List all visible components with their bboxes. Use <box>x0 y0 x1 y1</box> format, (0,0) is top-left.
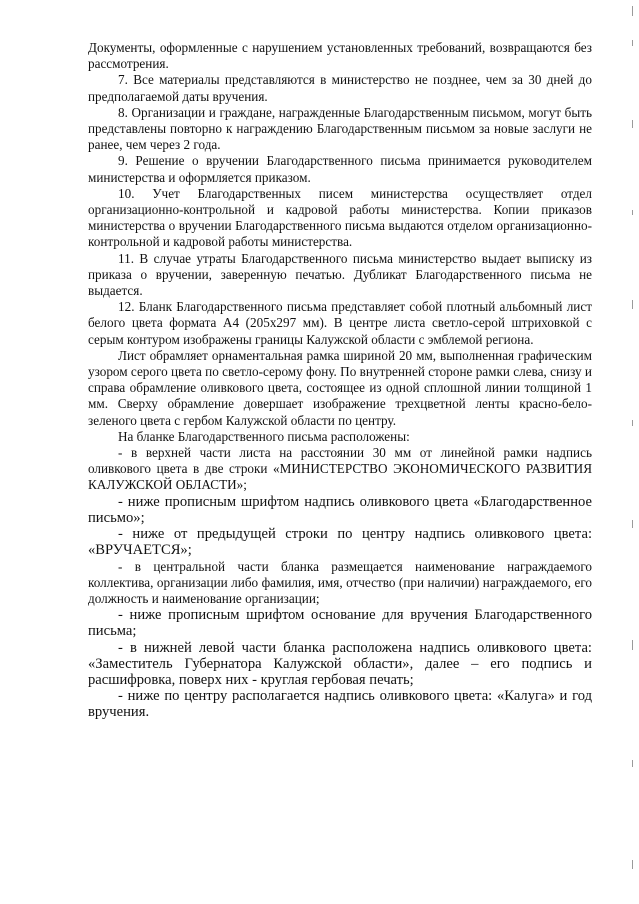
list-item-awarded-caption: - ниже от предыдущей строки по центру надпись оливкового цвета: «ВРУЧАЕТСЯ»; <box>88 526 592 559</box>
list-item-city-year: - ниже по центру располагается надпись оливкового цвета: «Калуга» и год вручения. <box>88 688 592 721</box>
list-item-award-basis: - ниже прописным шрифтом основание для вручения Благодарственного письма; <box>88 607 592 640</box>
paragraph-12: 12. Бланк Благодарственного письма представляет собой плотный альбомный лист белого цвета формата А4 (205х297 мм). В центре листа светло-серой штриховкой с серым контуром изображены границы Калужской области с эмблемой региона. <box>88 299 592 347</box>
scan-edge-artifact <box>630 0 636 904</box>
paragraph-8: 8. Организации и граждане, награжденные Благодарственным письмом, могут быть представлены повторно к награждению Благодарственным письмом за новые заслуги не ранее, чем через 2 года. <box>88 104 592 153</box>
list-item-letter-caption: - ниже прописным шрифтом надпись оливкового цвета «Благодарственное письмо»; <box>88 493 592 526</box>
list-item-ministry-caption: - в верхней части листа на расстоянии 30 мм от линейной рамки надпись оливкового цвета в две строки «МИНИСТЕРСТВО ЭКОНОМИЧЕСКОГО РАЗВИТИЯ КАЛУЖСКОЙ ОБЛАСТИ»; <box>88 445 592 493</box>
paragraph-blank-contents-intro: На бланке Благодарственного письма расположены: <box>118 428 410 444</box>
paragraph-9: 9. Решение о вручении Благодарственного письма принимается руководителем министерства и оформляется приказом. <box>88 153 592 185</box>
paragraph-7: 7. Все материалы представляются в министерство не позднее, чем за 30 дней до предполагаемой даты вручения. <box>88 72 592 104</box>
list-item-recipient-name: - в центральной части бланка размещается наименование награждаемого коллектива, организации либо фамилия, имя, отчество (при наличии) награждаемого, его должность и наименование организации; <box>88 558 592 606</box>
paragraph-10: 10. Учет Благодарственных писем министерства осуществляет отдел организационно-контрольной и кадровой работы министерства. Копии приказов министерства о вручении Благодарственного письма выдаются отделом организационно-контрольной и кадровой работы министерства. <box>88 185 592 250</box>
document-body <box>88 40 592 721</box>
paragraph-11: 11. В случае утраты Благодарственного письма министерство выдает выписку из приказа о вручении, заверенную печатью. Дубликат Благодарственного письма не выдается. <box>88 250 592 299</box>
paragraph-frame: Лист обрамляет орнаментальная рамка шириной 20 мм, выполненная графическим узором серого цвета по светло-серому фону. По внутренней стороне рамки слева, снизу и справа обрамление оливкового цвета, состоящее из одной сплошной линии толщиной 1 мм. Сверху обрамление довершает изображение трехцветной ленты красно-бело-зеленого цвета с гербом Калужской области по центру. <box>88 347 592 428</box>
list-item-signature-block: - в нижней левой части бланка расположена надпись оливкового цвета: «Заместитель Губернатора Калужской области», далее – его подпись и расшифровка, поверх них - круглая гербовая печать; <box>88 639 592 688</box>
paragraph-rejection: Документы, оформленные с нарушением установленных требований, возвращаются без рассмотрения. <box>88 40 592 72</box>
